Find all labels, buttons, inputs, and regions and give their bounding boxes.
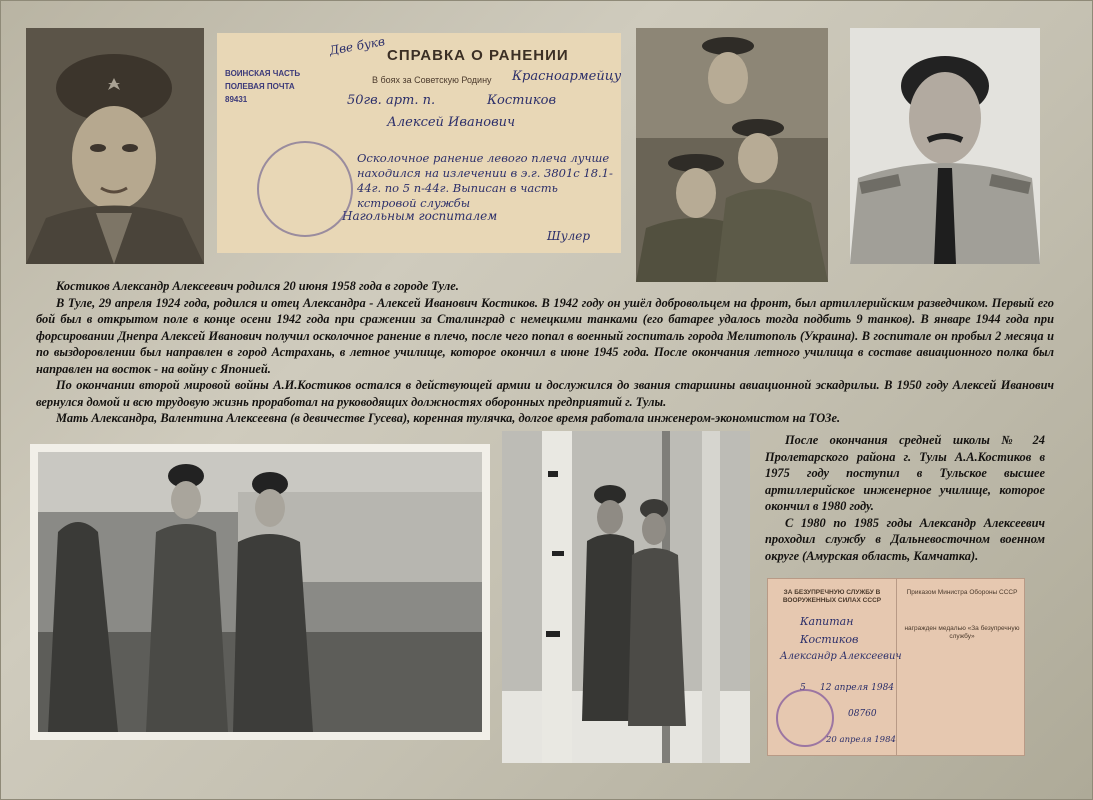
career-text — [765, 432, 1045, 564]
certificate-rank: Красноармейцу — [512, 69, 621, 84]
service-book-header: ЗА БЕЗУПРЕЧНУЮ СЛУЖБУ В ВООРУЖЕННЫХ СИЛАХ СССР — [782, 589, 882, 604]
biography-paragraph-4: Мать Александра, Валентина Алексеевна (в девичестве Гусева), коренная тулячка, долгое время работала инженером-экономистом на ТОЗе. — [56, 411, 841, 425]
service-award-certificate — [767, 578, 1025, 756]
service-book-right-header: Приказом Министра Обороны СССР — [906, 589, 1018, 596]
service-book-rank: Капитан — [800, 615, 854, 628]
portrait-soldier-ushanka — [26, 28, 204, 264]
certificate-signature: Шулер — [547, 229, 591, 243]
biography-paragraph-1: Костиков Александр Алексеевич родился 20 июня 1958 года в городе Туле. — [56, 279, 459, 293]
photo-three-soldiers — [636, 28, 828, 282]
winter-scene-figures — [502, 431, 750, 763]
certificate-hospital: Нагольным госпиталем — [342, 209, 498, 223]
certificate-unit: 50гв. арт. п. — [347, 93, 436, 108]
service-book-round-stamp — [776, 689, 834, 747]
photo-winter-birch-soldiers — [502, 431, 750, 763]
photo-soldiers-overcoats — [30, 444, 490, 740]
certificate-surname: Костиков — [487, 93, 557, 108]
three-soldiers-figures — [636, 28, 828, 282]
certificate-fold-line — [896, 579, 897, 756]
biography-paragraph-3: По окончании второй мировой войны А.И.Костиков остался в действующей армии и дослужился до звания старшины авиационной эскадрильи. В 1950 году Алексей Иванович вернулся домой и всю трудовую жизнь проработал на руководящих должностях оборонных предприятий г. Тулы. — [36, 378, 1054, 409]
portrait-soldier-figure — [26, 28, 204, 264]
certificate-line1: В боях за Советскую Родину — [372, 75, 492, 85]
service-book-order-no: 5 — [800, 683, 806, 693]
certificate-round-stamp — [257, 141, 353, 237]
biography-text — [36, 278, 1054, 427]
wound-certificate-document — [217, 33, 621, 253]
service-book-footer-date: 20 апреля 1984 — [826, 735, 896, 745]
service-book-name: Александр Алексеевич — [780, 651, 902, 662]
certificate-corner-note: Две букв — [328, 34, 386, 58]
certificate-title: СПРАВКА О РАНЕНИИ — [387, 47, 569, 64]
biography-paragraph-2: В Туле, 29 апреля 1924 года, родился и отец Александра - Алексей Иванович Костиков. В 1942 году он ушёл добровольцем на фронт, был артиллерийским разведчиком. Первый его бой был в открытом поле в конце осени 1942 года при сражении за Сталинград с немецкими танками (его батарее удалось тогда подбить 9 танков). В январе 1944 года при форсировании Днепра Алексей Иванович получил осколочное ранение в плечо, после чего попал в военный госпиталь города Мелитополь (Украина). В госпитале он пробыл 2 месяца и по выздоровлении был направлен в город Астрахань, в летное училище, которое окончил в июне 1945 года. После окончания летного училища в составе авиационного полка был направлен на восток - на войну с Японией. — [36, 295, 1054, 376]
certificate-stamp-unit: ВОИНСКАЯ ЧАСТЬ ПОЛЕВАЯ ПОЧТА 89431 — [225, 69, 301, 104]
officer-figure — [850, 28, 1040, 264]
certificate-wound-text: Осколочное ранение левого плеча лучше находился на излечении в э.г. 3801с 18.1-44г. по 5 п-44г. Выписан в часть кстровой службы — [357, 151, 613, 210]
overcoat-soldiers-figures — [38, 452, 482, 732]
portrait-officer-mustache — [850, 28, 1040, 264]
career-paragraph-1: После окончания средней школы № 24 Пролетарского района г. Тулы А.А.Костиков в 1975 году поступил в Тульское высшее артиллерийское инженерное училище, которое окончил в 1980 году. — [765, 433, 1045, 513]
service-book-unit-no: 08760 — [848, 709, 877, 719]
career-paragraph-2: С 1980 по 1985 годы Александр Алексеевич проходил службу в Дальневосточном военном округе (Амурская область, Камчатка). — [765, 515, 1045, 563]
service-book-right-award: награжден медалью «За безупречную службу» — [904, 625, 1020, 640]
certificate-name: Алексей Иванович — [387, 115, 516, 130]
service-book-order-date: 12 апреля 1984 — [820, 683, 895, 693]
service-book-surname: Костиков — [800, 633, 859, 646]
